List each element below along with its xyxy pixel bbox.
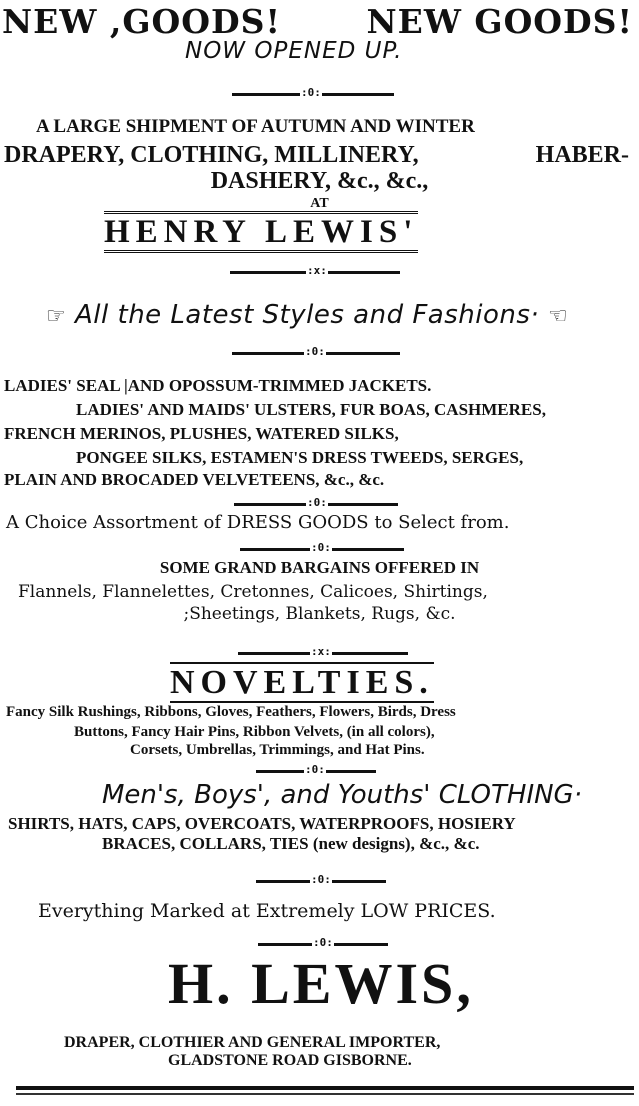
headline-left: NEW ,GOODS! <box>2 2 281 41</box>
divider-mark: :0: <box>311 541 331 554</box>
henry-lewis-banner <box>0 214 639 251</box>
headline <box>0 2 639 41</box>
novelties-line-2: Buttons, Fancy Hair Pins, Ribbon Velvets, (in all colors), <box>74 724 435 740</box>
bargains-line-1: Flannels, Flannelettes, Cretonnes, Calicoes, Shirtings, <box>18 582 488 602</box>
divider-mark: :x: <box>311 645 331 658</box>
novelties-heading-text: NOVELTIES. <box>170 664 434 701</box>
bargains-heading: SOME GRAND BARGAINS OFFERED IN <box>159 558 480 577</box>
shipment-line-2 <box>0 142 639 169</box>
divider-mark: :0: <box>301 86 321 99</box>
shipment-line-1: A LARGE SHIPMENT OF AUTUMN AND WINTER <box>36 116 475 137</box>
ladies-line-1: LADIES' SEAL |AND OPOSSUM-TRIMMED JACKETS. <box>4 376 432 395</box>
divider-mark: :x: <box>307 264 327 277</box>
headline-right: NEW GOODS! <box>366 2 633 41</box>
pointing-hand-right-icon: ☞ <box>46 304 67 329</box>
h-lewis-signature: H. LEWIS, <box>168 951 474 1016</box>
shipment-line-3: DASHERY, &c., &c., <box>210 168 429 194</box>
divider-mark: :0: <box>311 873 331 886</box>
latest-styles-text: All the Latest Styles and Fashions· <box>75 300 540 330</box>
low-prices-line: Everything Marked at Extremely LOW PRICES. <box>38 900 496 922</box>
address-line: GLADSTONE ROAD GISBORNE. <box>168 1052 412 1069</box>
clothing-line-1: SHIRTS, HATS, CAPS, OVERCOATS, WATERPROOFS, HOSIERY <box>8 814 516 833</box>
bottom-border <box>16 1086 634 1090</box>
pointing-hand-left-icon: ☜ <box>547 304 569 329</box>
ladies-line-5: PLAIN AND BROCADED VELVETEENS, &c., &c. <box>4 470 385 489</box>
clothing-heading: Men's, Boys', and Youths' CLOTHING· <box>102 780 582 810</box>
shipment-line-2a: DRAPERY, CLOTHING, MILLINERY, <box>4 142 419 168</box>
now-opened-subheading: NOW OPENED UP. <box>185 38 403 64</box>
novelties-line-3: Corsets, Umbrellas, Trimmings, and Hat Pins. <box>130 742 425 758</box>
novelties-heading <box>0 664 639 702</box>
divider-mark: :0: <box>313 936 333 949</box>
divider-mark: :0: <box>305 763 325 776</box>
bargains-line-2: ;Sheetings, Blankets, Rugs, &c. <box>183 604 456 624</box>
draper-line: DRAPER, CLOTHIER AND GENERAL IMPORTER, <box>64 1034 441 1051</box>
shipment-line-2b: HABER- <box>535 142 629 168</box>
henry-lewis-text: HENRY LEWIS' <box>104 211 418 253</box>
dress-goods-line: A Choice Assortment of DRESS GOODS to Select from. <box>6 512 510 533</box>
latest-styles-line <box>0 300 639 330</box>
ladies-line-2: LADIES' AND MAIDS' ULSTERS, FUR BOAS, CASHMERES, <box>76 400 546 419</box>
divider-mark: :0: <box>305 345 325 358</box>
ladies-line-4: PONGEE SILKS, ESTAMEN'S DRESS TWEEDS, SERGES, <box>76 448 524 467</box>
divider-mark: :0: <box>307 496 327 509</box>
at-label: AT <box>310 196 329 211</box>
novelties-line-1: Fancy Silk Rushings, Ribbons, Gloves, Feathers, Flowers, Birds, Dress <box>6 704 456 720</box>
clothing-line-2: BRACES, COLLARS, TIES (new designs), &c., &c. <box>102 834 480 853</box>
ladies-line-3: FRENCH MERINOS, PLUSHES, WATERED SILKS, <box>4 424 399 443</box>
bottom-border-thin <box>16 1093 634 1095</box>
